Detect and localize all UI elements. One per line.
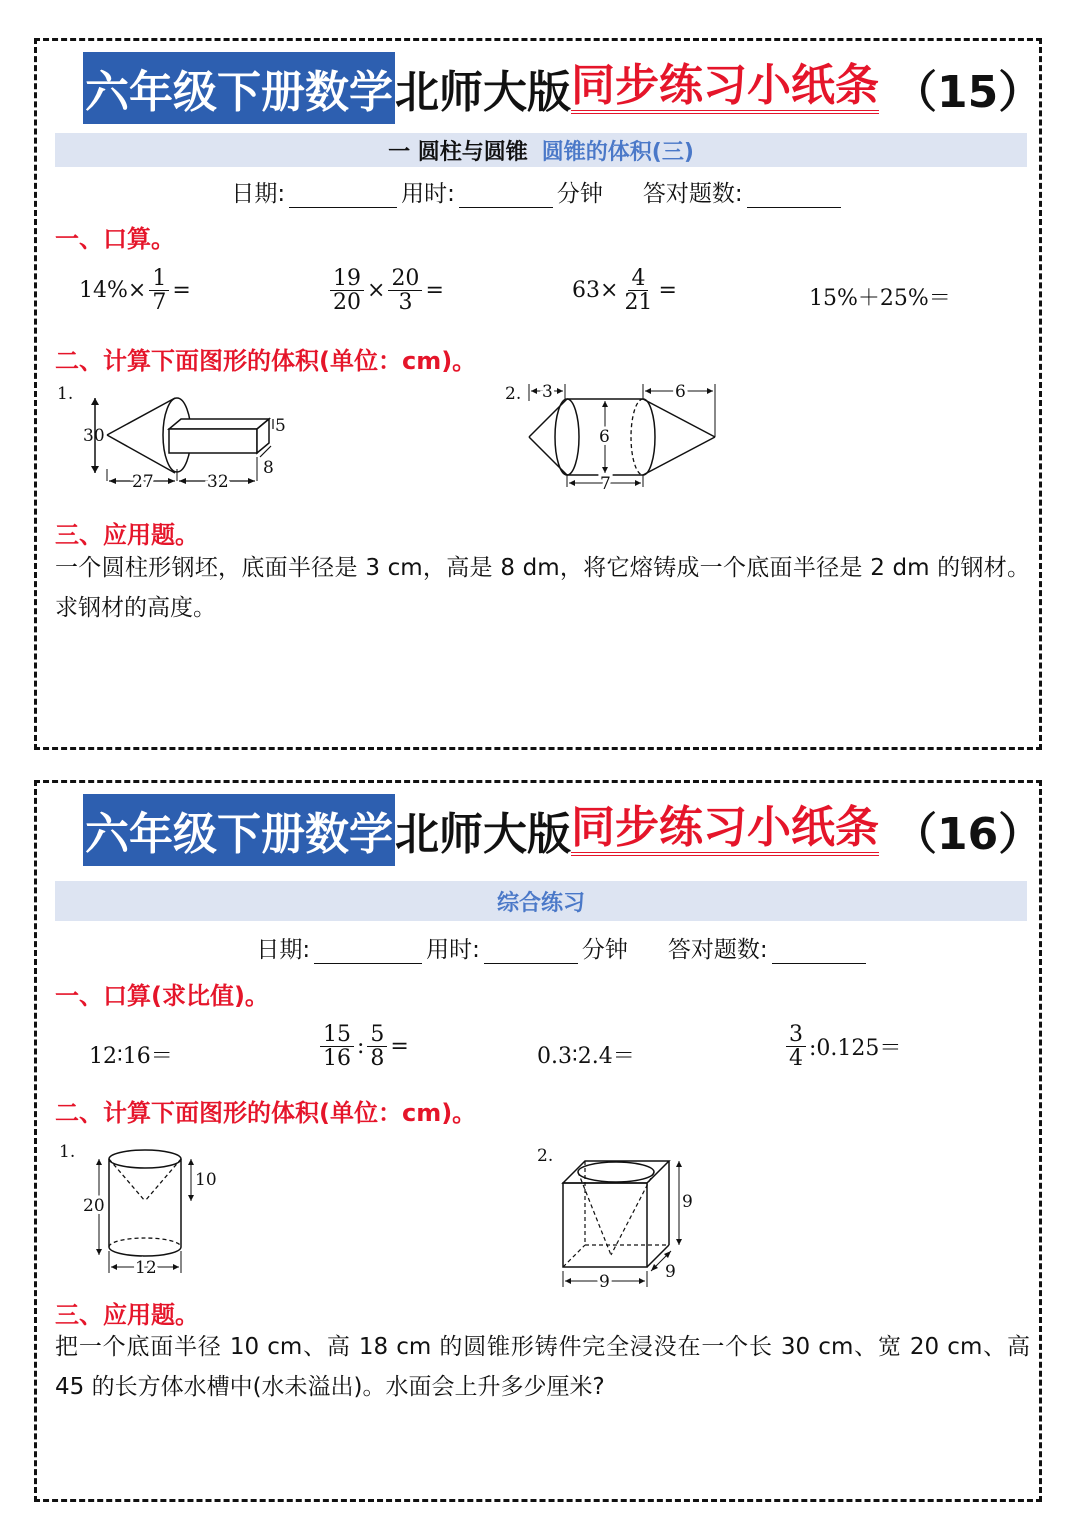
worksheet-15: [34, 38, 1042, 750]
figure-label: 1.: [57, 384, 74, 404]
operator: :: [357, 1034, 365, 1060]
time-label: 用时:: [401, 181, 455, 207]
dimension-10: 10: [195, 1170, 217, 1190]
date-label: 日期:: [256, 937, 311, 963]
calc-item-1: [79, 267, 191, 314]
title-number: （15）: [893, 67, 1043, 118]
dimension-32: 32: [207, 472, 229, 492]
dimension-3: 3: [542, 382, 553, 402]
denominator: 16: [323, 1046, 351, 1072]
calc-pre: 63×: [572, 278, 619, 304]
dimension-30: 30: [83, 426, 105, 446]
calc-text: 0.3∶2.4＝: [537, 1044, 635, 1069]
figure-cone-cuboid: [57, 381, 317, 501]
subtitle-bar: [55, 881, 1027, 921]
correct-label: 答对题数:: [642, 181, 743, 207]
dimension-6-middle: 6: [599, 427, 610, 447]
calc-post: =: [172, 278, 191, 304]
time-blank[interactable]: [459, 183, 553, 208]
time-label: 用时:: [426, 937, 480, 963]
title-grade: 六年级下册数学: [83, 794, 395, 866]
minute-label: 分钟: [581, 937, 628, 963]
figure-label: 2.: [505, 384, 522, 404]
title-number: （16）: [893, 809, 1043, 860]
section-application-heading: 三、应用题。: [55, 1301, 199, 1329]
correct-label: 答对题数:: [667, 937, 768, 963]
dimension-5: 5: [275, 416, 286, 436]
application-problem: 一个圆柱形钢坯，底面半径是 3 cm，高是 8 dm，将它熔铸成一个底面半径是 2 dm 的钢材。求钢材的高度。: [55, 555, 1030, 621]
numerator: 4: [628, 267, 648, 291]
denominator: 3: [398, 290, 413, 316]
subtitle-bar: [55, 133, 1027, 167]
info-row: [37, 931, 1039, 964]
calc-item-2: [327, 267, 444, 314]
dimension-6-top: 6: [675, 382, 686, 402]
figure-label: 2.: [537, 1146, 554, 1166]
calc-post: :0.125＝: [809, 1036, 902, 1062]
lesson-label: 圆锥的体积(三): [541, 139, 694, 165]
section-application-heading: 三、应用题。: [55, 521, 199, 549]
dimension-8: 8: [263, 458, 274, 478]
title-edition: 北师大版: [395, 67, 571, 118]
fraction: [149, 267, 169, 314]
calc-item-3: [572, 267, 677, 314]
denominator: 8: [370, 1046, 385, 1072]
calc-item-1: [89, 1039, 173, 1070]
date-blank[interactable]: [314, 939, 422, 964]
correct-blank[interactable]: [747, 183, 841, 208]
dimension-7: 7: [600, 474, 611, 494]
worksheet-title: [83, 53, 1042, 123]
time-blank[interactable]: [484, 939, 578, 964]
figure-cube-cone: [537, 1139, 717, 1292]
dimension-20: 20: [83, 1196, 105, 1216]
dimension-12: 12: [135, 1258, 157, 1278]
denominator: 7: [152, 290, 167, 316]
figure-cylinder-cone: [59, 1139, 239, 1279]
fraction: [786, 1023, 806, 1070]
numerator: 5: [367, 1023, 387, 1047]
fraction: [367, 1023, 387, 1070]
date-label: 日期:: [231, 181, 286, 207]
info-row: [37, 175, 1039, 208]
dimension-9-width: 9: [599, 1272, 610, 1292]
calc-post: =: [658, 278, 677, 304]
calc-text: 15%＋25%＝: [809, 286, 951, 311]
title-series: 同步练习小纸条: [571, 62, 879, 114]
figure-double-cone-cylinder: [505, 379, 735, 499]
calc-item-4: [809, 281, 951, 312]
calc-item-3: [537, 1039, 635, 1070]
section-oral-heading: 一、口算。: [55, 225, 175, 253]
section-oral-heading: 一、口算(求比值)。: [55, 982, 269, 1010]
fraction: [320, 1023, 354, 1070]
dimension-9-height: 9: [682, 1192, 693, 1212]
worksheet-title: [83, 795, 1042, 865]
calc-item-2: [317, 1023, 409, 1070]
fraction: [330, 267, 364, 314]
fraction: [621, 267, 655, 314]
calc-item-4: [783, 1023, 901, 1070]
operator: ×: [367, 278, 386, 304]
numerator: 15: [320, 1023, 354, 1047]
numerator: 3: [786, 1023, 806, 1047]
calc-post: =: [390, 1034, 409, 1060]
fraction: [388, 267, 422, 314]
dimension-27: 27: [132, 472, 154, 492]
numerator: 20: [388, 267, 422, 291]
calc-post: =: [425, 278, 444, 304]
dimension-9-depth: 9: [665, 1262, 676, 1282]
application-problem: 把一个底面半径 10 cm、高 18 cm 的圆锥形铸件完全浸没在一个长 30 cm、宽 20 cm、高 45 的长方体水槽中(水未溢出)。水面会上升多少厘米?: [55, 1334, 1030, 1400]
denominator: 4: [789, 1046, 803, 1072]
denominator: 20: [333, 290, 361, 316]
section-volume-heading: 二、计算下面图形的体积(单位：cm)。: [55, 347, 477, 375]
numerator: 19: [330, 267, 364, 291]
correct-blank[interactable]: [772, 939, 866, 964]
lesson-label: 综合练习: [496, 890, 585, 916]
worksheet-16: [34, 780, 1042, 1502]
title-series: 同步练习小纸条: [571, 804, 879, 856]
title-edition: 北师大版: [395, 809, 571, 860]
date-blank[interactable]: [289, 183, 397, 208]
chapter-label: 一 圆柱与圆锥: [388, 139, 528, 165]
numerator: 1: [149, 267, 169, 291]
minute-label: 分钟: [556, 181, 603, 207]
title-grade: 六年级下册数学: [83, 52, 395, 124]
section-volume-heading: 二、计算下面图形的体积(单位：cm)。: [55, 1099, 477, 1127]
calc-pre: 14%×: [79, 278, 147, 304]
calc-text: 12∶16＝: [89, 1044, 173, 1069]
figure-label: 1.: [59, 1142, 76, 1162]
denominator: 21: [624, 290, 653, 316]
